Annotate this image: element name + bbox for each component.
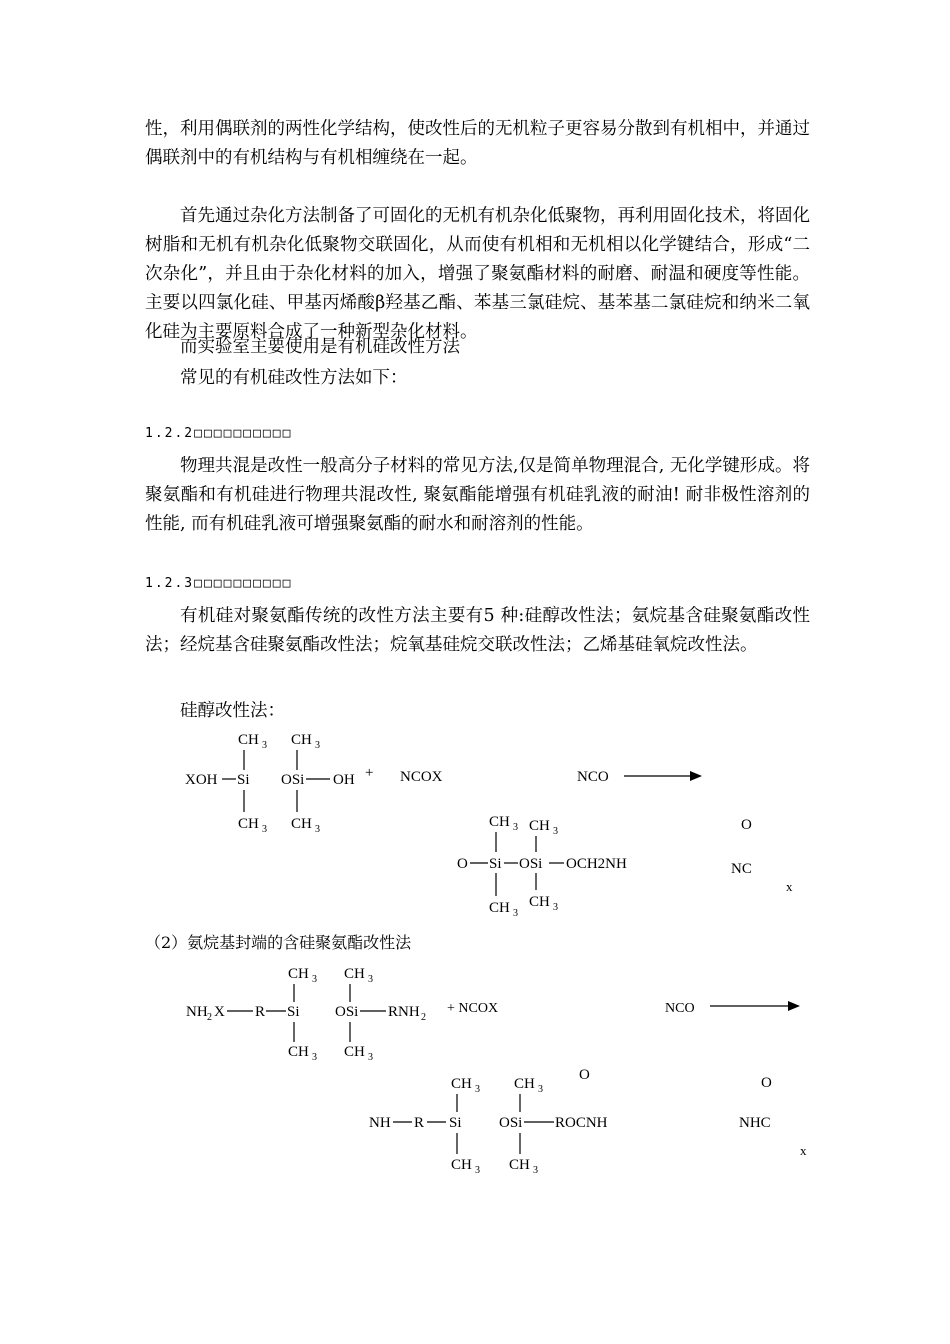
och2nh-label: OCH2NH: [566, 856, 627, 872]
plus-ncox-label: + NCOX: [447, 1001, 499, 1016]
rocnh-label: ROCNH: [555, 1115, 608, 1131]
nco-label: NCO: [577, 769, 609, 785]
osi-label: OSi: [281, 772, 305, 788]
paragraph-5: 物理共混是改性一般高分子材料的常见方法,仅是简单物理混合, 无化学键形成。将聚氨酯和有机硅进行物理共混改性, 聚氨酯能增强有机硅乳液的耐油! 耐非极性溶剂的性能, 而有机硅乳液可增强聚氨酯的耐水和耐溶剂的性能。: [145, 456, 810, 534]
ch3-label: CH: [288, 966, 309, 982]
subscript-3: 3: [475, 1084, 480, 1095]
subscript-3: 3: [262, 824, 267, 835]
nh-label: NH: [369, 1115, 391, 1131]
subscript-2: 2: [207, 1012, 212, 1023]
subscript-3: 3: [315, 824, 320, 835]
si-label: Si: [489, 856, 502, 872]
carbonyl-o-label: O: [741, 817, 752, 833]
carbonyl-o-label: O: [579, 1067, 590, 1083]
subscript-3: 3: [513, 822, 518, 833]
paragraph-6: 有机硅对聚氨酯传统的改性方法主要有5 种:硅醇改性法；氨烷基含硅聚氨酯改性法；经烷基含硅聚氨酯改性法；烷氧基硅烷交联改性法；乙烯基硅氧烷改性法。: [145, 606, 810, 655]
ch3-label: CH: [509, 1157, 530, 1173]
subscript-3: 3: [312, 1052, 317, 1063]
ch3-label: CH: [489, 900, 510, 916]
subscript-2: 2: [421, 1012, 426, 1023]
nc-label: NC: [731, 861, 752, 877]
subscript-3: 3: [315, 740, 320, 751]
repeat-x-label: x: [786, 879, 793, 894]
ch3-label: CH: [291, 732, 312, 748]
nhc-label: NHC: [739, 1115, 771, 1131]
nh2x-label: NH: [186, 1004, 208, 1020]
osi-label: OSi: [335, 1004, 359, 1020]
ch3-label: CH: [451, 1076, 472, 1092]
carbonyl-o-label: O: [761, 1075, 772, 1091]
osi-label: OSi: [499, 1115, 523, 1131]
rnh-label: RNH: [388, 1004, 420, 1020]
section-heading-1-2-2: 1.2.2□□□□□□□□□□: [145, 426, 293, 441]
ch3-label: CH: [529, 894, 550, 910]
subscript-3: 3: [553, 826, 558, 837]
subscript-3: 3: [513, 908, 518, 919]
plus-sign: +: [365, 765, 374, 781]
ch3-label: CH: [288, 1044, 309, 1060]
repeat-x-label: x: [800, 1143, 807, 1158]
si-label: Si: [449, 1115, 462, 1131]
subscript-3: 3: [368, 974, 373, 985]
paragraph-4: 常见的有机硅改性方法如下：: [180, 368, 408, 388]
nco-label: NCO: [665, 1001, 695, 1016]
oh-label: OH: [333, 772, 355, 788]
subheading-aminoalkyl-method: （2）氨烷基封端的含硅聚氨酯改性法: [145, 933, 412, 952]
subscript-3: 3: [475, 1165, 480, 1176]
ch3-label: CH: [514, 1076, 535, 1092]
x-label: X: [214, 1004, 225, 1020]
ncox-label: NCOX: [400, 769, 443, 785]
si-label: Si: [237, 772, 250, 788]
subscript-3: 3: [368, 1052, 373, 1063]
ch3-label: CH: [238, 732, 259, 748]
ch3-label: CH: [291, 816, 312, 832]
paragraph-1: 性，利用偶联剂的两性化学结构，使改性后的无机粒子更容易分散到有机相中，并通过偶联剂中的有机结构与有机相缠绕在一起。: [145, 119, 810, 168]
xoh-label: XOH: [185, 772, 218, 788]
ch3-label: CH: [344, 1044, 365, 1060]
subscript-3: 3: [533, 1165, 538, 1176]
reaction-arrowhead: [788, 1001, 800, 1011]
reaction-arrowhead: [690, 771, 702, 781]
aminoalkyl-reaction-scheme: [0, 958, 950, 1188]
paragraph-7: 硅醇改性法：: [180, 701, 285, 721]
subscript-3: 3: [538, 1084, 543, 1095]
ch3-label: CH: [344, 966, 365, 982]
ch3-label: CH: [529, 818, 550, 834]
ch3-label: CH: [238, 816, 259, 832]
ch3-label: CH: [489, 814, 510, 830]
osi-label: OSi: [519, 856, 543, 872]
subscript-3: 3: [553, 902, 558, 913]
subscript-3: 3: [312, 974, 317, 985]
silanol-reaction-scheme: [0, 720, 950, 920]
r-label: R: [414, 1115, 425, 1131]
paragraph-3: 而实验室主要使用是有机硅改性方法: [180, 337, 460, 357]
r-label: R: [255, 1004, 266, 1020]
subscript-3: 3: [262, 740, 267, 751]
o-label: O: [457, 856, 468, 872]
section-heading-1-2-3: 1.2.3□□□□□□□□□□: [145, 576, 293, 591]
si-label: Si: [287, 1004, 300, 1020]
ch3-label: CH: [451, 1157, 472, 1173]
paragraph-2: 首先通过杂化方法制备了可固化的无机有机杂化低聚物，再利用固化技术，将固化树脂和无机有机杂化低聚物交联固化，从而使有机相和无机相以化学键结合，形成“二次杂化”，并且由于杂化材料的加入，增强了聚氨酯材料的耐磨、耐温和硬度等性能。主要以四氯化硅、甲基丙烯酸β羟基乙酯、苯基三氯硅烷、基苯基二氯硅烷和纳米二氧化硅为主要原料合成了一种新型杂化材料。: [145, 206, 810, 342]
